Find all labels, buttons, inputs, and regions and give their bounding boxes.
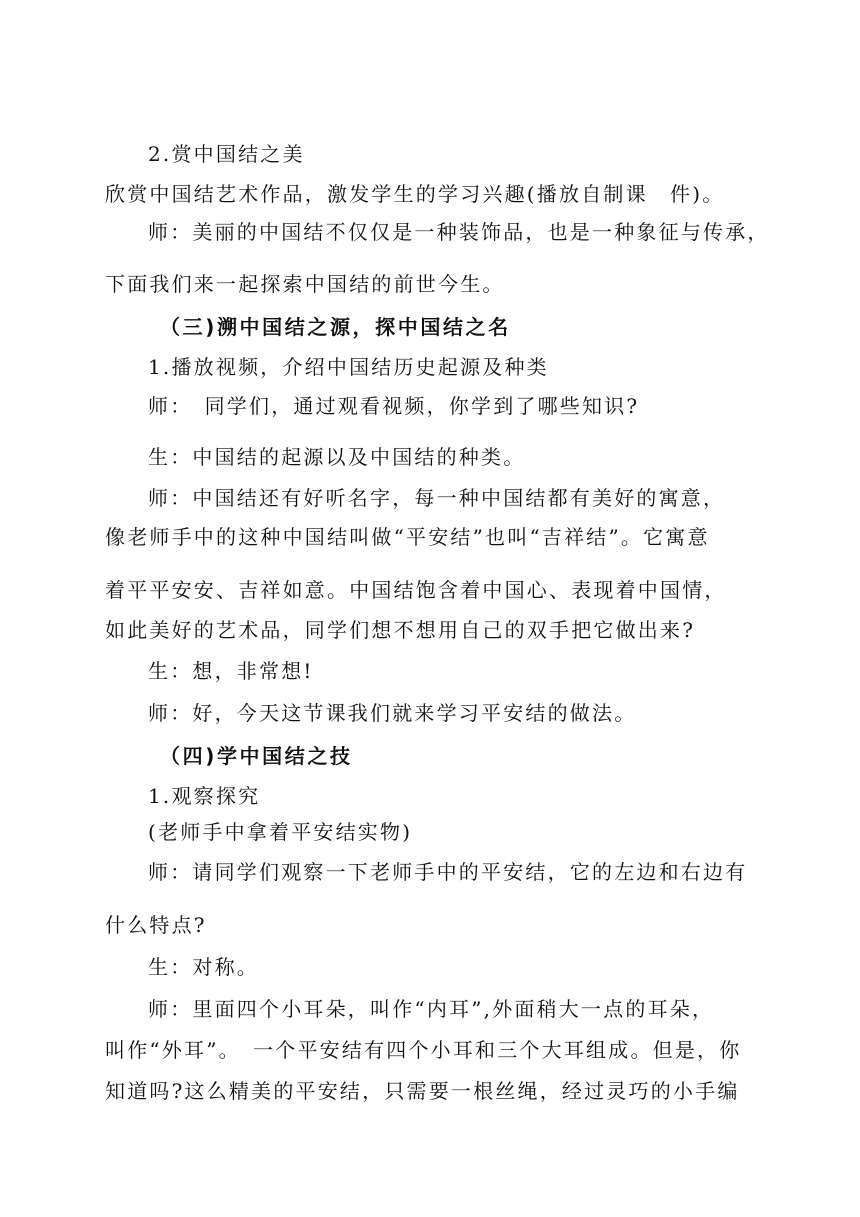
subsection-title: 2.赏中国结之美 (148, 142, 305, 166)
dialogue-line: 叫作“外耳”。 一个平安结有四个小耳和三个大耳组成。但是，你 (105, 1038, 742, 1062)
dialogue-line: 着平平安安、吉祥如意。中国结饱含着中国心、表现着中国情， (105, 578, 727, 602)
stage-direction: (老师手中拿着平安结实物) (148, 820, 413, 844)
dialogue-line: 知道吗?这么精美的平安结，只需要一根丝绳，经过灵巧的小手编 (105, 1079, 740, 1103)
dialogue-line: 如此美好的艺术品，同学们想不想用自己的双手把它做出来? (105, 618, 696, 642)
dialogue-line: 下面我们来一起探索中国结的前世今生。 (105, 272, 505, 296)
paragraph-line: 欣赏中国结艺术作品，激发学生的学习兴趣(播放自制课 件)。 (105, 182, 725, 206)
dialogue-line: 师：美丽的中国结不仅仅是一种装饰品，也是一种象征与传承， (148, 220, 770, 244)
dialogue-line: 师：里面四个小耳朵，叫作“内耳”,外面稍大一点的耳朵， (148, 997, 715, 1021)
subsection-title: 1.播放视频，介绍中国结历史起源及种类 (148, 355, 549, 379)
dialogue-line: 生：中国结的起源以及中国结的种类。 (148, 445, 526, 469)
dialogue-line: 什么特点? (105, 913, 207, 937)
subsection-title: 1.观察探究 (148, 784, 261, 808)
dialogue-line: 师：中国结还有好听名字，每一种中国结都有美好的寓意， (148, 486, 726, 510)
dialogue-line: 像老师手中的这种中国结叫做“平安结”也叫“吉祥结”。它寓意 (105, 525, 710, 549)
dialogue-line: 生：想，非常想! (148, 659, 314, 683)
dialogue-line: 生：对称。 (148, 955, 259, 979)
dialogue-line: 师： 同学们，通过观看视频，你学到了哪些知识? (148, 394, 640, 418)
section-heading: （四)学中国结之技 (160, 744, 353, 768)
dialogue-line: 师：请同学们观察一下老师手中的平安结，它的左边和右边有 (148, 860, 748, 884)
section-heading: （三)溯中国结之源，探中国结之名 (160, 315, 511, 339)
dialogue-line: 师：好，今天这节课我们就来学习平安结的做法。 (148, 701, 637, 725)
